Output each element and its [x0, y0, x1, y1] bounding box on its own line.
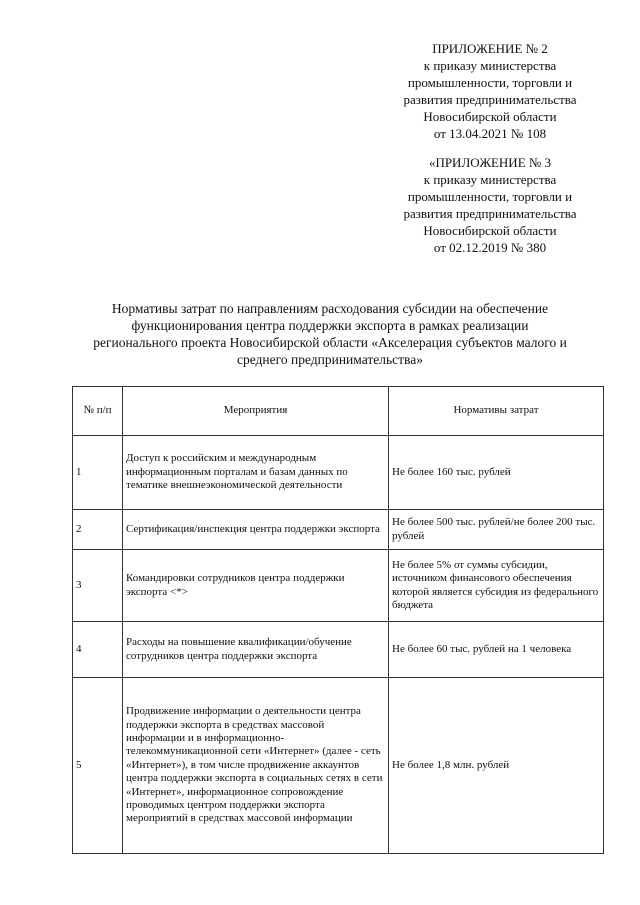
- appendix-line: промышленности, торговли и: [407, 75, 573, 90]
- table-row: [73, 678, 604, 854]
- header-norm: Нормативы затрат: [389, 387, 604, 436]
- row-activity: Расходы на повышение квалификации/обучение сотрудников центра поддержки экспорта: [123, 622, 389, 678]
- appendix-line: от 02.12.2019 № 380: [433, 240, 547, 255]
- appendix-line: Новосибирской области: [423, 109, 557, 124]
- row-norm: Не более 5% от суммы субсидии, источником финансового обеспечения которой является субсидия из федерального бюджета: [389, 550, 604, 622]
- row-norm: Не более 160 тыс. рублей: [389, 436, 604, 510]
- title-line: регионального проекта Новосибирской области «Акселерация субъектов малого и: [93, 335, 567, 350]
- row-activity: Командировки сотрудников центра поддержки экспорта <*>: [123, 550, 389, 622]
- header-number: № п/п: [73, 387, 123, 436]
- row-number: 3: [73, 550, 123, 622]
- title-line: Нормативы затрат по направлениям расходования субсидии на обеспечение: [111, 301, 549, 316]
- row-number: 4: [73, 622, 123, 678]
- table-row: [73, 550, 604, 622]
- table-row: [73, 510, 604, 550]
- appendix-line: к приказу министерства: [423, 172, 557, 187]
- row-norm: Не более 500 тыс. рублей/не более 200 тыс. рублей: [389, 510, 604, 550]
- title-line: функционирования центра поддержки экспорта в рамках реализации: [131, 318, 529, 333]
- row-number: 1: [73, 436, 123, 510]
- row-activity: Продвижение информации о деятельности центра поддержки экспорта в средствах массовой информации и в информационно-телекоммуникационной сети «Интернет» (далее - сеть «Интернет»), в том числе продвижение аккаунтов центра поддержки экспорта в социальных сетях в сети «Интернет», информационное сопровождение проводимых центром поддержки экспорта мероприятий в средствах массовой информации: [123, 678, 389, 854]
- appendix-line: от 13.04.2021 № 108: [433, 126, 547, 141]
- table-row: [73, 436, 604, 510]
- row-number: 2: [73, 510, 123, 550]
- cost-norms-table: [72, 386, 604, 854]
- appendix-header-original: [382, 154, 598, 256]
- appendix-line: развития предпринимательства: [403, 92, 577, 107]
- row-activity: Доступ к российским и международным информационным порталам и базам данных по тематике внешнеэкономической деятельности: [123, 436, 389, 510]
- row-norm: Не более 60 тыс. рублей на 1 человека: [389, 622, 604, 678]
- appendix-line: «ПРИЛОЖЕНИЕ № 3: [428, 155, 552, 170]
- appendix-line: ПРИЛОЖЕНИЕ № 2: [432, 41, 548, 56]
- row-activity: Сертификация/инспекция центра поддержки экспорта: [123, 510, 389, 550]
- appendix-line: к приказу министерства: [423, 58, 557, 73]
- header-activity: Мероприятия: [123, 387, 389, 436]
- row-norm: Не более 1,8 млн. рублей: [389, 678, 604, 854]
- appendix-line: развития предпринимательства: [403, 206, 577, 221]
- table-header-row: [73, 387, 604, 436]
- row-number: 5: [73, 678, 123, 854]
- document-title: [68, 300, 592, 368]
- appendix-line: Новосибирской области: [423, 223, 557, 238]
- title-line: среднего предпринимательства»: [237, 352, 423, 367]
- appendix-header-current: [382, 40, 598, 142]
- appendix-line: промышленности, торговли и: [407, 189, 573, 204]
- table-row: [73, 622, 604, 678]
